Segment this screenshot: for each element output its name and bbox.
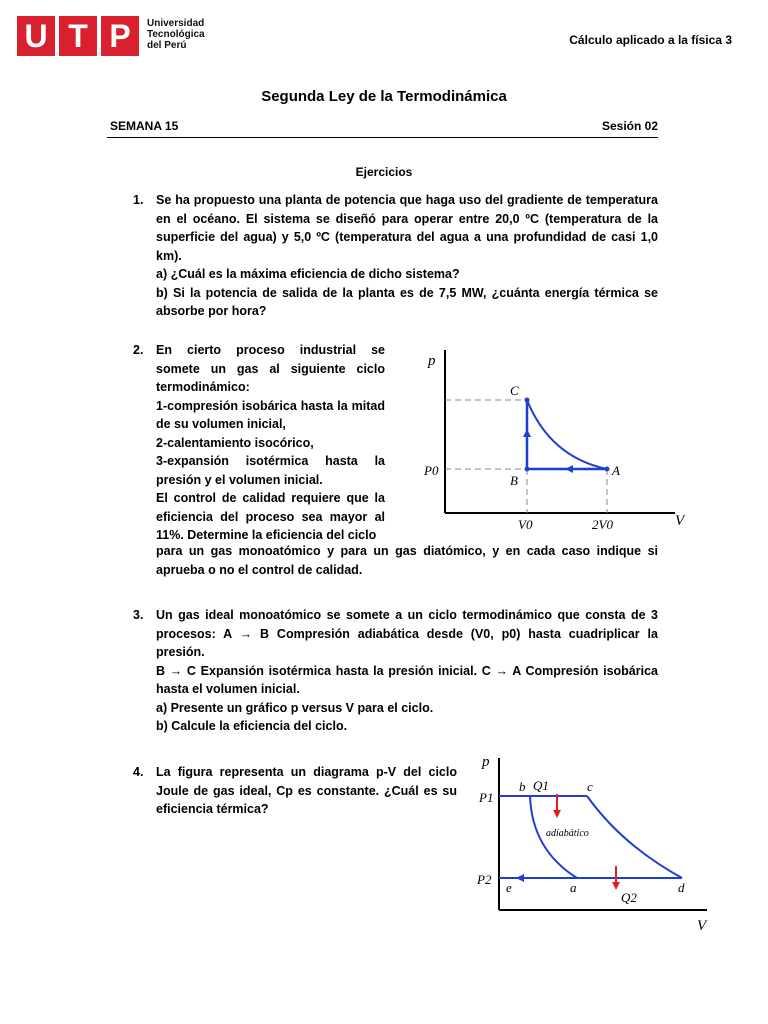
q1-arrowhead xyxy=(553,810,561,818)
label-a: a xyxy=(570,880,577,895)
label-q1: Q1 xyxy=(533,778,549,793)
label-v0: V0 xyxy=(518,517,533,532)
exercise-2 xyxy=(156,341,385,545)
exercise-2-step-3: 3-expansión isotérmica hasta la presión y el volumen inicial. xyxy=(156,454,385,487)
exercise-2-step-2: 2-calentamiento isocórico, xyxy=(156,435,314,450)
label-a: A xyxy=(612,463,620,478)
exercise-3 xyxy=(156,606,658,736)
exercise-3-text-2: B → C Expansión isotérmica hasta la presión inicial. C → A Compresión isobárica hasta el volumen inicial. xyxy=(156,663,658,696)
y-axis-label: p xyxy=(482,754,490,770)
section-subtitle: Ejercicios xyxy=(355,165,413,179)
arrow-up xyxy=(523,429,531,437)
label-c: C xyxy=(510,383,519,398)
logo-letter-t: T xyxy=(59,16,97,56)
label-p1: P1 xyxy=(479,790,494,805)
arrow-left-p2 xyxy=(516,874,524,882)
label-b: B xyxy=(510,473,518,488)
exercise-1-number: 1. xyxy=(133,193,144,207)
x-axis-label: V xyxy=(675,513,685,529)
exercise-4-number: 4. xyxy=(133,765,144,779)
arrow-left xyxy=(565,465,573,473)
x-axis-label: V xyxy=(697,918,707,934)
exercise-2-body: El control de calidad requiere que la eficiencia del proceso sea mayor al 11%. Determine la eficiencia del ciclo xyxy=(156,491,385,542)
exercise-1-text: Se ha propuesto una planta de potencia que haga uso del gradiente de temperatura en el océano. El sistema se diseñó para operar entre 20,0 ºC (temperatura de la superficie del agua) y 5,0 ºC (temperatura del agua a una profundidad de casi 1,0 km). xyxy=(156,193,658,263)
label-q2: Q2 xyxy=(621,890,637,905)
exercise-1-part-a: a) ¿Cuál es la máxima eficiencia de dicho sistema? xyxy=(156,267,460,281)
exercise-3-part-a: a) Presente un gráfico p versus V para el ciclo. xyxy=(156,700,434,715)
page-title: Segunda Ley de la Termodinámica xyxy=(261,88,507,105)
exercise-2-step-1: 1-compresión isobárica hasta la mitad de su volumen inicial, xyxy=(156,398,385,431)
logo-text: Universidad Tecnológica del Perú xyxy=(147,18,205,51)
label-adiabatic: adiabático xyxy=(546,828,589,839)
session-label: Sesión 02 xyxy=(601,119,658,133)
adiabat-cd xyxy=(587,796,682,878)
course-name: Cálculo aplicado a la física 3 xyxy=(569,33,732,47)
point-b-marker xyxy=(525,467,530,472)
exercise-1 xyxy=(156,191,658,321)
isotherm-curve xyxy=(527,400,607,469)
utp-logo xyxy=(17,16,139,56)
exercise-4-joule-cycle-diagram xyxy=(472,750,720,938)
label-b: b xyxy=(519,779,526,794)
label-e: e xyxy=(506,880,512,895)
point-a-marker xyxy=(605,467,610,472)
point-c-marker xyxy=(525,398,530,403)
exercise-3-text: Un gas ideal monoatómico se somete a un ciclo termodinámico que consta de 3 procesos: A → B Compresión adiabática desde (V0, p0) hasta cuadriplicar la presión. xyxy=(156,608,658,659)
exercise-3-part-b: b) Calcule la eficiencia del ciclo. xyxy=(156,719,348,733)
q2-arrowhead xyxy=(612,882,620,890)
exercise-3-number: 3. xyxy=(133,608,144,622)
exercise-2-number: 2. xyxy=(133,343,144,357)
label-d: d xyxy=(678,880,685,895)
week-label: SEMANA 15 xyxy=(110,119,179,133)
exercise-2-pv-diagram xyxy=(420,345,695,535)
header-divider xyxy=(107,137,658,138)
exercise-1-part-b: b) Si la potencia de salida de la planta es de 7,5 MW, ¿cuánta energía térmica se absorbe por hora? xyxy=(156,285,658,318)
exercise-4-text: La figura representa un diagrama p-V del ciclo Joule de gas ideal, Cp es constante. ¿Cuál es su eficiencia térmica? xyxy=(156,765,457,816)
label-c: c xyxy=(587,779,593,794)
exercise-2-tail: para un gas monoatómico y para un gas diatómico, y en cada caso indique si aprueba o no el control de calidad. xyxy=(156,544,658,577)
logo-letter-p: P xyxy=(101,16,139,56)
label-p2: P2 xyxy=(477,872,492,887)
exercise-2-intro: En cierto proceso industrial se somete un gas al siguiente ciclo termodinámico: xyxy=(156,343,385,394)
y-axis-label: p xyxy=(428,353,436,369)
label-2v0: 2V0 xyxy=(592,517,613,532)
label-p0: P0 xyxy=(424,463,439,478)
logo-letter-u: U xyxy=(17,16,55,56)
